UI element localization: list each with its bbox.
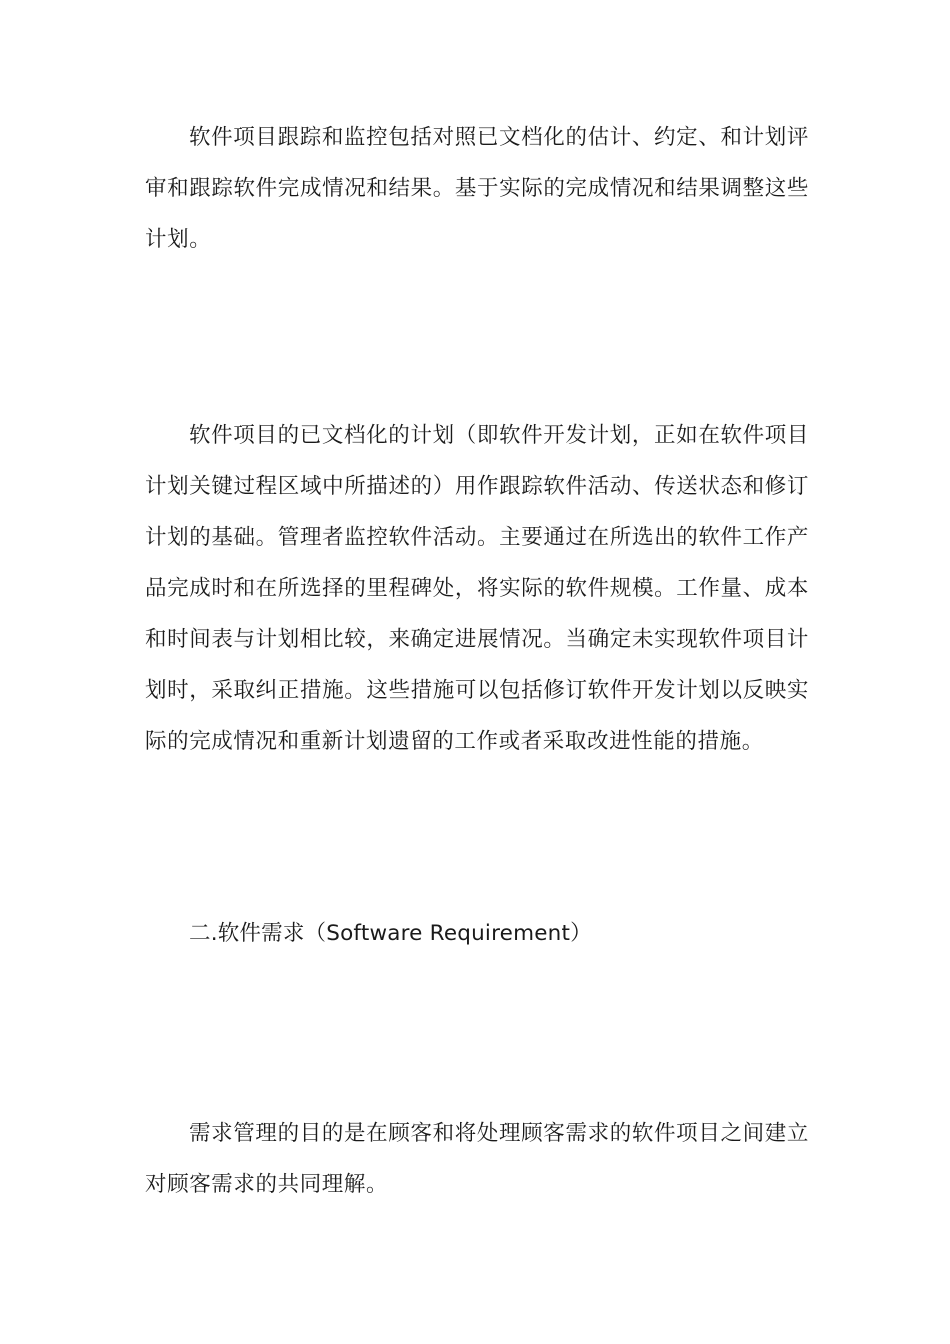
paragraph-tracking-overview: 软件项目跟踪和监控包括对照已文档化的估计、约定、和计划评审和跟踪软件完成情况和结果。基于实际的完成情况和结果调整这些计划。 (145, 125, 809, 252)
paragraph-tracking-detail: 软件项目的已文档化的计划（即软件开发计划，正如在软件项目计划关键过程区域中所描述的）用作跟踪软件活动、传送状态和修订计划的基础。管理者监控软件活动。主要通过在所选出的软件工作产品完成时和在所选择的里程碑处，将实际的软件规模。工作量、成本和时间表与计划相比较，来确定进展情况。当确定未实现软件项目计划时，采取纠正措施。这些措施可以包括修订软件开发计划以反映实际的完成情况和重新计划遗留的工作或者采取改进性能的措施。 (145, 423, 809, 754)
section-heading: 二.软件需求（Software Requirement） (189, 921, 592, 946)
paragraph-requirements: 需求管理的目的是在顾客和将处理顾客需求的软件项目之间建立对顾客需求的共同理解。 (145, 1121, 809, 1197)
